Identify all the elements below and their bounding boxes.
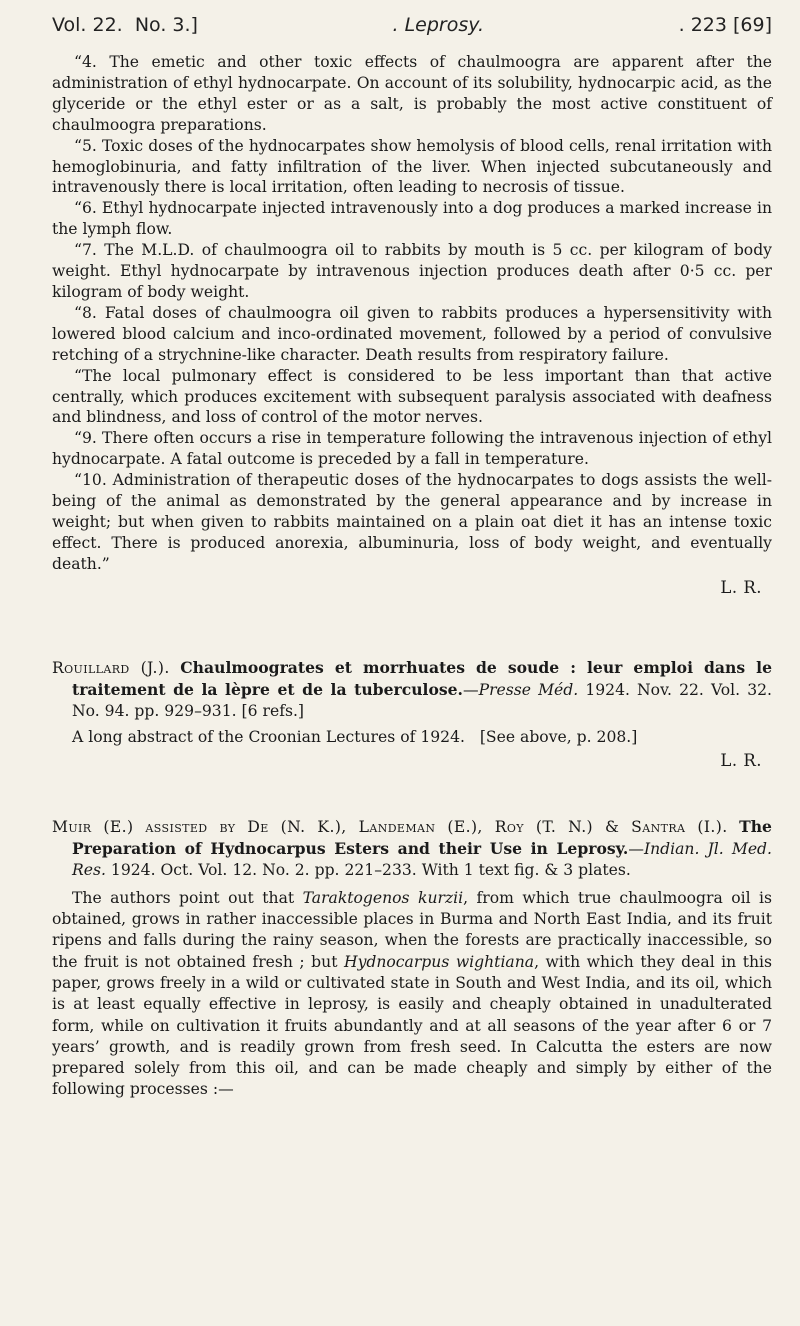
header-page: . 223 [69] xyxy=(678,14,772,36)
summary-paragraph: “5. Toxic doses of the hydnocarpates show hemolysis of blood cells, renal irritation with hemoglobinuria, and fatty infiltration of the liver. When injected subcutaneously and intravenously there is local irritation, often leading to necrosis of tissue. xyxy=(52,136,772,197)
reference-note-text: A long abstract of the Croonian Lectures of 1924. xyxy=(72,727,465,746)
reference-rouillard xyxy=(52,657,772,772)
summary-paragraph: “7. The M.L.D. of chaulmoogra oil to rabbits by mouth is 5 cc. per kilogram of body weight. Ethyl hydnocarpate by intravenous injection produces death after 0·5 cc. per kilogram of body weight. xyxy=(52,241,772,301)
reference-title: Chaulmoogrates et morrhuates de soude : leur emploi dans le traitement de la lèpre et de la tuberculose. xyxy=(72,657,772,699)
reference-journal: Indian. Jl. Med. Res. xyxy=(72,840,772,880)
reference-authors: Muir (E.) assisted by De (N. K.), Landeman (E.), Roy (T. N.) & Santra (I.). xyxy=(52,817,728,836)
reference-citation xyxy=(52,657,772,723)
reference-see-also: [See above, p. 208.] xyxy=(479,727,638,746)
summary-paragraph: “8. Fatal doses of chaulmoogra oil given to rabbits produces a hypersensitivity with lowered blood calcium and inco-ordinated movement, followed by a period of convulsive retching of a strychnine-like character. Death results from respiratory failure. xyxy=(52,303,772,364)
header-title: . Leprosy. xyxy=(392,14,485,36)
summary-paragraph: “4. The emetic and other toxic effects of chaulmoogra are apparent after the administration of ethyl hydnocarpate. On account of its solubility, hydnocarpic acid, as the glyceride or the ethyl ester or as a salt, is probably the most active constituent of chaulmoogra preparations. xyxy=(52,53,772,134)
reference-citation xyxy=(52,816,772,882)
reference-note xyxy=(52,727,772,748)
reference-details: 1924. Nov. 22. Vol. 32. No. 94. pp. 929–931. [6 refs.] xyxy=(72,680,772,721)
summary-paragraph: “The local pulmonary effect is considered to be less important than that active centrally, which produces excitement with subsequent paralysis associated with deafness and blindness, and loss of control of the motor nerves. xyxy=(52,366,772,427)
reference-title: The Preparation of Hydnocarpus Esters and their Use in Leprosy. xyxy=(72,816,772,859)
reference-details: 1924. Oct. Vol. 12. No. 2. pp. 221–233. With 1 text fig. & 3 plates. xyxy=(110,861,631,880)
summary-conclusions xyxy=(52,52,772,599)
species-name: Hydnocarpus wightiana xyxy=(343,952,535,971)
species-name: Taraktogenos kurzii xyxy=(302,888,464,907)
header-number: No. 3.] xyxy=(134,14,198,36)
header-volume: Vol. 22. xyxy=(52,14,123,36)
reference-signature: L. R. xyxy=(720,750,762,770)
reference-author: Rouillard (J.). xyxy=(52,658,170,677)
abstract-text: , from which true chaulmoogra oil is obtained, grows in rather inaccessible places in Burma and North East India, and its fruit ripens and falls during the rainy season, when the forests are practically inaccessible, so the fruit is not obtained fresh ; but xyxy=(52,888,772,971)
header-volume-number xyxy=(52,14,198,36)
summary-paragraph: “9. There often occurs a rise in temperature following the intravenous injection of ethyl hydnocarpate. A fatal outcome is preceded by a fall in temperature. xyxy=(52,429,772,469)
summary-signature: L. R. xyxy=(720,577,762,597)
abstract-text: , with which they deal in this paper, grows freely in a wild or cultivated state in South and West India, and its oil, which is at least equally effective in leprosy, is easily and cheaply obtained in unadulterated form, while on cultivation it fruits abundantly and at all seasons of the year after 6 or 7 years’ growth, and is readily grown from fresh seed. In Calcutta the esters are now prepared solely from this oil, and can be made cheaply and simply by either of the following processes :— xyxy=(52,952,773,1099)
reference-dash: — xyxy=(463,680,479,699)
reference-muir xyxy=(52,816,772,1101)
summary-paragraph: “6. Ethyl hydnocarpate injected intravenously into a dog produces a marked increase in the lymph flow. xyxy=(52,199,772,239)
reference-journal: Presse Méd. xyxy=(478,680,579,699)
running-header xyxy=(52,14,772,36)
reference-dash: — xyxy=(628,840,644,859)
abstract-text: The authors point out that xyxy=(72,888,303,907)
reference-abstract xyxy=(52,888,772,1101)
summary-paragraph: “10. Administration of therapeutic doses of the hydnocarpates to dogs assists the well-being of the animal as demonstrated by the general appearance and by increase in weight; but when given to rabbits maintained on a plain oat diet it has an intense toxic effect. There is produced anorexia, albuminuria, loss of body weight, and eventually death.” xyxy=(52,471,772,573)
